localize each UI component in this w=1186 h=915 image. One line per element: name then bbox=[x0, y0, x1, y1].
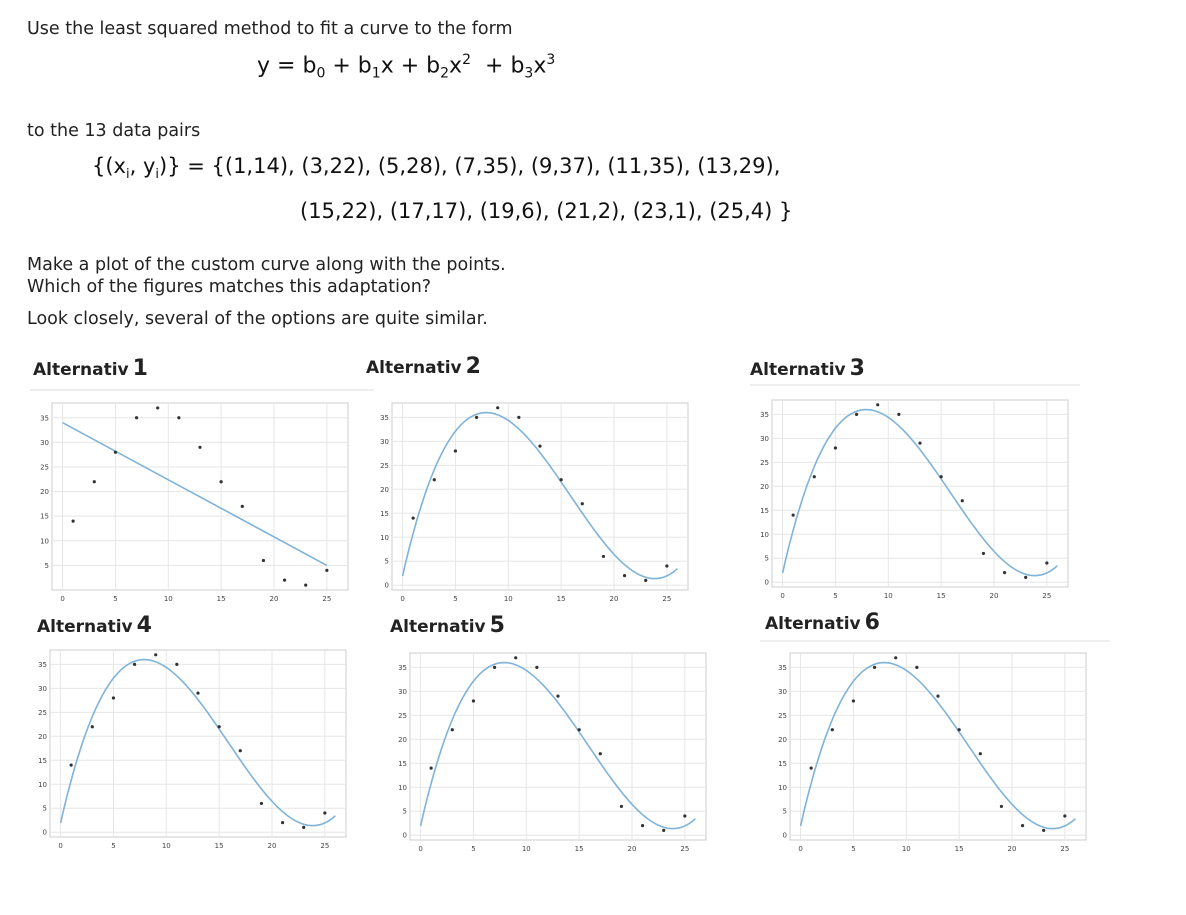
data-point bbox=[496, 406, 499, 409]
alt-6-text: Alternativ bbox=[765, 614, 861, 634]
data-point bbox=[538, 445, 541, 448]
y-tick-label: 10 bbox=[398, 783, 407, 792]
pairs-mid: , y bbox=[129, 154, 156, 178]
y-tick-label: 0 bbox=[402, 831, 407, 840]
eq-b1: b bbox=[357, 53, 372, 79]
y-tick-label: 5 bbox=[782, 807, 787, 816]
y-tick-label: 5 bbox=[42, 804, 47, 813]
data-point bbox=[1042, 829, 1045, 832]
pairs-prefix: {(x bbox=[92, 154, 126, 178]
x-tick-label: 10 bbox=[163, 595, 173, 603]
y-tick-label: 20 bbox=[760, 482, 769, 491]
data-point bbox=[304, 583, 307, 586]
data-point bbox=[262, 559, 265, 562]
data-point bbox=[662, 829, 665, 832]
y-tick-label: 15 bbox=[38, 756, 47, 765]
alt-1-text: Alternativ bbox=[33, 360, 129, 380]
eq-plus-3: + bbox=[485, 53, 504, 79]
x-tick-label: 20 bbox=[1007, 845, 1017, 853]
data-point bbox=[430, 766, 433, 769]
y-tick-label: 10 bbox=[380, 533, 389, 542]
data-point bbox=[810, 766, 813, 769]
eq-plus-1: + bbox=[332, 53, 351, 79]
y-tick-label: 5 bbox=[764, 554, 769, 563]
y-tick-label: 0 bbox=[764, 578, 769, 587]
x-tick-label: 0 bbox=[780, 592, 785, 600]
y-tick-label: 35 bbox=[760, 410, 769, 419]
data-point bbox=[644, 579, 647, 582]
data-point bbox=[831, 728, 834, 731]
plot-frame bbox=[410, 653, 706, 840]
data-point bbox=[239, 749, 242, 752]
plot-frame bbox=[790, 653, 1086, 840]
pairs-index-i-2: i bbox=[155, 167, 160, 183]
data-point bbox=[556, 695, 559, 698]
x-tick-label: 25 bbox=[320, 842, 330, 850]
divider-alt-6 bbox=[760, 640, 1110, 642]
y-tick-label: 10 bbox=[38, 780, 47, 789]
y-tick-label: 30 bbox=[778, 687, 787, 696]
y-tick-label: 25 bbox=[40, 463, 49, 472]
chart-alternativ-2 bbox=[372, 395, 694, 610]
data-point bbox=[1024, 576, 1027, 579]
x-tick-label: 20 bbox=[267, 842, 277, 850]
eq-plus-2: + bbox=[400, 53, 420, 79]
y-tick-label: 35 bbox=[40, 414, 49, 423]
y-tick-label: 30 bbox=[760, 434, 769, 443]
data-point bbox=[560, 478, 563, 481]
alt-4-text: Alternativ bbox=[37, 617, 133, 637]
data-point bbox=[514, 656, 517, 659]
x-tick-label: 10 bbox=[161, 842, 171, 850]
y-tick-label: 20 bbox=[380, 485, 389, 494]
y-tick-label: 5 bbox=[44, 561, 49, 570]
x-tick-label: 0 bbox=[58, 842, 63, 850]
data-point bbox=[196, 692, 199, 695]
y-tick-label: 35 bbox=[398, 663, 407, 672]
eq-x2-power: 2 bbox=[462, 52, 471, 68]
data-point bbox=[218, 725, 221, 728]
y-tick-label: 20 bbox=[778, 735, 787, 744]
y-tick-label: 15 bbox=[778, 759, 787, 768]
y-tick-label: 5 bbox=[384, 557, 389, 566]
x-tick-label: 15 bbox=[216, 595, 226, 603]
eq-b1-sub: 1 bbox=[371, 65, 381, 82]
data-point bbox=[876, 403, 879, 406]
y-tick-label: 20 bbox=[40, 488, 49, 497]
eq-x3: x bbox=[533, 53, 547, 79]
x-tick-label: 5 bbox=[471, 845, 476, 853]
data-point bbox=[683, 814, 686, 817]
alternative-3-label bbox=[750, 356, 865, 381]
data-point bbox=[958, 728, 961, 731]
x-tick-label: 0 bbox=[798, 845, 803, 853]
chart-alternativ-6 bbox=[770, 645, 1092, 860]
y-tick-label: 25 bbox=[760, 458, 769, 467]
data-point bbox=[241, 505, 244, 508]
chart-alternativ-4 bbox=[30, 642, 352, 857]
alternative-5-label bbox=[390, 613, 505, 638]
alternative-4-label bbox=[37, 613, 152, 638]
data-point bbox=[982, 552, 985, 555]
data-point bbox=[979, 752, 982, 755]
x-tick-label: 10 bbox=[901, 845, 911, 853]
x-tick-label: 15 bbox=[574, 845, 584, 853]
data-point bbox=[135, 416, 138, 419]
data-point bbox=[475, 416, 478, 419]
y-tick-label: 15 bbox=[380, 509, 389, 518]
x-tick-label: 25 bbox=[662, 595, 672, 603]
eq-y: y bbox=[257, 53, 271, 79]
x-tick-label: 5 bbox=[833, 592, 838, 600]
eq-x3-power: 3 bbox=[546, 52, 556, 68]
data-point bbox=[198, 446, 201, 449]
data-point bbox=[1045, 561, 1048, 564]
y-tick-label: 5 bbox=[402, 807, 407, 816]
y-tick-label: 35 bbox=[38, 660, 47, 669]
x-tick-label: 5 bbox=[111, 842, 116, 850]
model-equation bbox=[257, 52, 555, 82]
eq-b2: b bbox=[426, 53, 441, 79]
chart-alternativ-3 bbox=[752, 392, 1074, 607]
data-point bbox=[581, 502, 584, 505]
data-point bbox=[454, 449, 457, 452]
divider-alt-1 bbox=[30, 389, 374, 391]
alternative-2-label bbox=[366, 354, 481, 379]
eq-x1: x bbox=[380, 53, 394, 79]
eq-b0: b bbox=[302, 53, 317, 79]
data-point bbox=[281, 821, 284, 824]
x-tick-label: 15 bbox=[556, 595, 566, 603]
y-tick-label: 30 bbox=[40, 438, 49, 447]
y-tick-label: 35 bbox=[778, 663, 787, 672]
data-point bbox=[641, 824, 644, 827]
y-tick-label: 0 bbox=[782, 831, 787, 840]
x-tick-label: 0 bbox=[418, 845, 423, 853]
x-tick-label: 5 bbox=[113, 595, 118, 603]
alt-5-text: Alternativ bbox=[390, 617, 486, 637]
x-tick-label: 5 bbox=[453, 595, 458, 603]
data-point bbox=[1000, 805, 1003, 808]
y-tick-label: 10 bbox=[40, 537, 49, 546]
alt-1-number: 1 bbox=[132, 356, 148, 381]
data-point bbox=[599, 752, 602, 755]
data-point bbox=[792, 513, 795, 516]
data-pairs-line-2: (15,22), (17,17), (19,6), (21,2), (23,1), (25,4) } bbox=[300, 199, 793, 223]
alt-6-number: 6 bbox=[864, 610, 880, 635]
data-point bbox=[220, 480, 223, 483]
plot-frame bbox=[50, 650, 346, 837]
data-point bbox=[112, 696, 115, 699]
y-tick-label: 10 bbox=[760, 530, 769, 539]
x-tick-label: 20 bbox=[627, 845, 637, 853]
instruction-plot: Make a plot of the custom curve along with the points. bbox=[27, 255, 506, 275]
data-point bbox=[894, 656, 897, 659]
data-point bbox=[602, 555, 605, 558]
alt-2-number: 2 bbox=[465, 354, 481, 379]
alt-2-text: Alternativ bbox=[366, 358, 462, 378]
x-tick-label: 20 bbox=[989, 592, 999, 600]
data-point bbox=[156, 406, 159, 409]
y-tick-label: 0 bbox=[384, 581, 389, 590]
y-tick-label: 30 bbox=[38, 684, 47, 693]
data-point bbox=[855, 413, 858, 416]
y-tick-label: 25 bbox=[778, 711, 787, 720]
plot-frame bbox=[772, 400, 1068, 587]
x-tick-label: 25 bbox=[680, 845, 690, 853]
data-point bbox=[623, 574, 626, 577]
x-tick-label: 10 bbox=[503, 595, 513, 603]
data-point bbox=[93, 480, 96, 483]
y-tick-label: 35 bbox=[380, 413, 389, 422]
data-point bbox=[325, 569, 328, 572]
x-tick-label: 5 bbox=[851, 845, 856, 853]
data-point bbox=[918, 442, 921, 445]
data-pairs-intro: to the 13 data pairs bbox=[27, 121, 201, 141]
y-tick-label: 30 bbox=[398, 687, 407, 696]
x-tick-label: 25 bbox=[1042, 592, 1052, 600]
x-tick-label: 10 bbox=[521, 845, 531, 853]
data-point bbox=[961, 499, 964, 502]
alt-3-text: Alternativ bbox=[750, 360, 846, 380]
data-point bbox=[72, 520, 75, 523]
data-point bbox=[283, 579, 286, 582]
eq-equals: = bbox=[277, 53, 296, 79]
eq-b0-sub: 0 bbox=[316, 65, 326, 82]
eq-b2-sub: 2 bbox=[440, 65, 450, 82]
data-point bbox=[323, 811, 326, 814]
y-tick-label: 15 bbox=[40, 512, 49, 521]
divider-alt-3 bbox=[750, 384, 1080, 386]
instruction-which: Which of the figures matches this adaptation? bbox=[27, 277, 432, 297]
y-tick-label: 15 bbox=[760, 506, 769, 515]
pairs-index-i: i bbox=[125, 167, 130, 183]
x-tick-label: 0 bbox=[60, 595, 65, 603]
x-tick-label: 10 bbox=[883, 592, 893, 600]
data-point bbox=[177, 416, 180, 419]
data-point bbox=[915, 666, 918, 669]
data-point bbox=[451, 728, 454, 731]
y-tick-label: 25 bbox=[398, 711, 407, 720]
data-point bbox=[517, 416, 520, 419]
data-point bbox=[578, 728, 581, 731]
chart-alternativ-5 bbox=[390, 645, 712, 860]
alternative-1-label bbox=[33, 356, 148, 381]
data-point bbox=[260, 802, 263, 805]
x-tick-label: 15 bbox=[936, 592, 946, 600]
data-point bbox=[940, 475, 943, 478]
alternative-6-label bbox=[765, 610, 880, 635]
x-tick-label: 15 bbox=[214, 842, 224, 850]
plot-frame bbox=[392, 403, 688, 590]
data-point bbox=[620, 805, 623, 808]
data-point bbox=[412, 516, 415, 519]
data-point bbox=[472, 699, 475, 702]
y-tick-label: 25 bbox=[380, 461, 389, 470]
data-point bbox=[302, 826, 305, 829]
data-point bbox=[834, 446, 837, 449]
data-point bbox=[936, 695, 939, 698]
data-point bbox=[175, 663, 178, 666]
alt-4-number: 4 bbox=[136, 613, 152, 638]
y-tick-label: 20 bbox=[38, 732, 47, 741]
data-point bbox=[154, 653, 157, 656]
y-tick-label: 30 bbox=[380, 437, 389, 446]
eq-b3-sub: 3 bbox=[524, 65, 534, 82]
y-tick-label: 10 bbox=[778, 783, 787, 792]
x-tick-label: 15 bbox=[954, 845, 964, 853]
eq-x2: x bbox=[449, 53, 463, 79]
x-tick-label: 25 bbox=[1060, 845, 1070, 853]
eq-b3: b bbox=[510, 53, 525, 79]
data-point bbox=[1063, 814, 1066, 817]
y-tick-label: 20 bbox=[398, 735, 407, 744]
data-point bbox=[114, 451, 117, 454]
data-point bbox=[493, 666, 496, 669]
data-point bbox=[433, 478, 436, 481]
instruction-note: Look closely, several of the options are quite similar. bbox=[27, 309, 488, 329]
y-tick-label: 25 bbox=[38, 708, 47, 717]
data-point bbox=[897, 413, 900, 416]
x-tick-label: 0 bbox=[400, 595, 405, 603]
intro-text: Use the least squared method to fit a curve to the form bbox=[27, 19, 513, 39]
data-point bbox=[535, 666, 538, 669]
data-point bbox=[852, 699, 855, 702]
data-point bbox=[1003, 571, 1006, 574]
data-point bbox=[813, 475, 816, 478]
data-point bbox=[70, 763, 73, 766]
y-tick-label: 15 bbox=[398, 759, 407, 768]
data-point bbox=[873, 666, 876, 669]
alt-5-number: 5 bbox=[489, 613, 505, 638]
data-point bbox=[133, 663, 136, 666]
x-tick-label: 20 bbox=[269, 595, 279, 603]
x-tick-label: 25 bbox=[322, 595, 332, 603]
alt-3-number: 3 bbox=[849, 356, 865, 381]
data-pairs-line-1 bbox=[92, 154, 780, 182]
chart-alternativ-1 bbox=[32, 395, 354, 610]
y-tick-label: 0 bbox=[42, 828, 47, 837]
data-point bbox=[665, 564, 668, 567]
data-point bbox=[1021, 824, 1024, 827]
x-tick-label: 20 bbox=[609, 595, 619, 603]
data-point bbox=[91, 725, 94, 728]
pairs-list: )} = {(1,14), (3,22), (5,28), (7,35), (9,37), (11,35), (13,29), bbox=[159, 154, 781, 178]
